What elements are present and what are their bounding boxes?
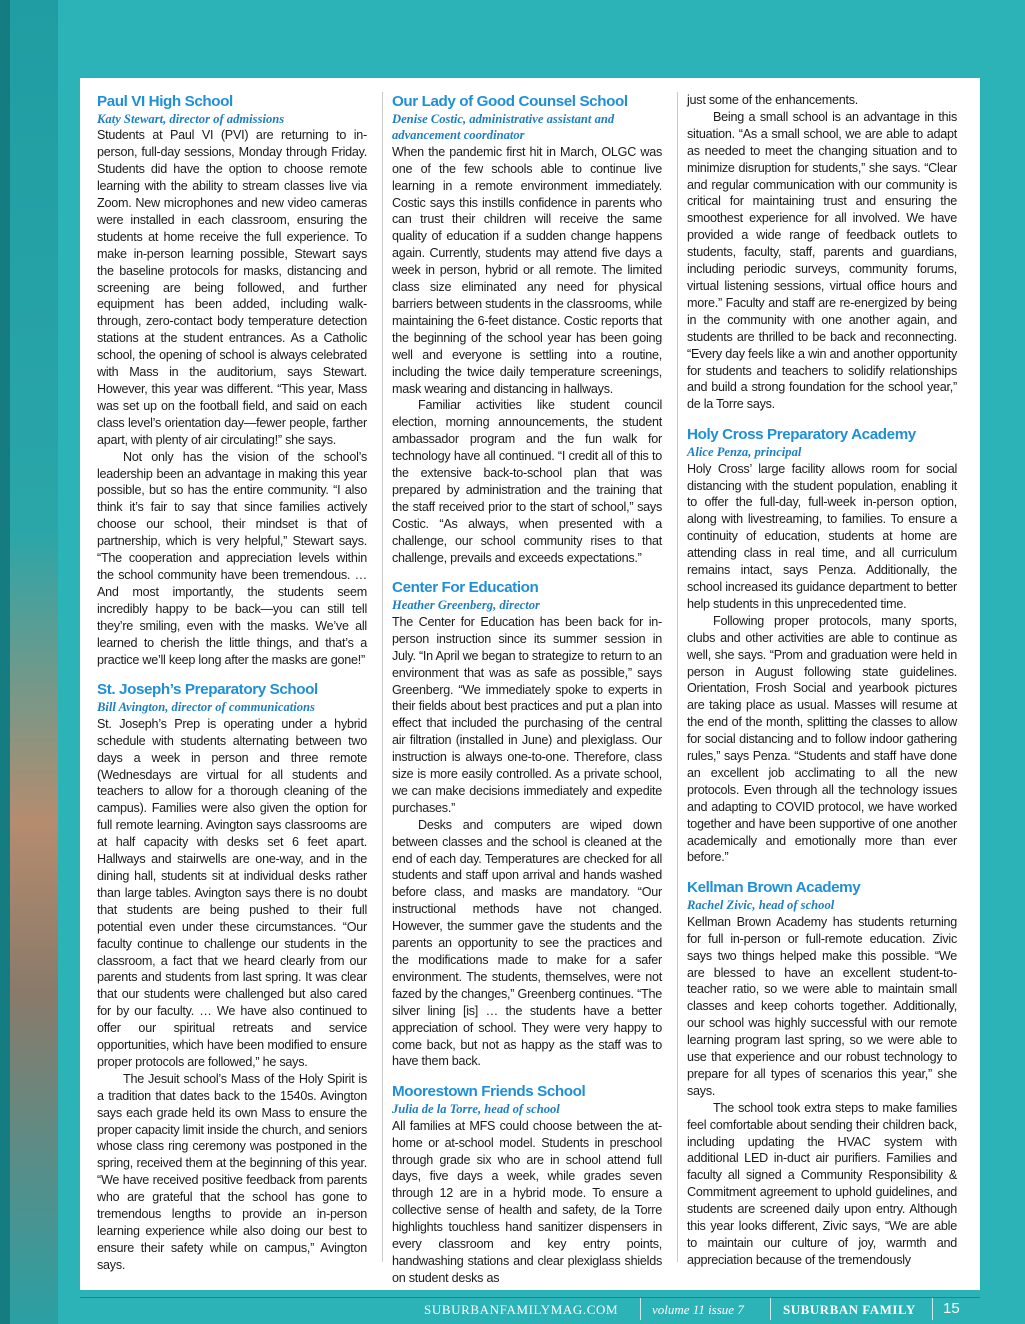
column-divider <box>382 92 383 1262</box>
column-3 <box>687 92 957 1281</box>
school-section <box>392 1082 662 1286</box>
body-paragraph: Familiar activities like student council election, morning announcements, the student ambassador program and the fun walk for technology have all continued. “I credit all of this to the extensive back-to-school plan that was prepared by administration and the training that the staff received prior to the start of school,” says Costic. “As always, when presented with a challenge, our school community rises to that challenge, prevails and exceeds expectations.” <box>392 398 662 565</box>
contact-byline: Denise Costic, administrative assistant and advancement coordinator <box>392 112 615 143</box>
body-paragraph: Following proper protocols, many sports, clubs and other activities are able to continue as well, she says. “Prom and graduation were held in person in August following state guidelines. Orientation, Frosh Social and yearbook pictures are taking place as usual. Masses will resume at the end of the month, splitting the classes to allow for social distancing and to follow indoor gathering rules,” says Penza. “Students and staff have done an excellent job acclimating to all the new protocols. Even through all the technology issues and adapting to COVID protocol, we have worked together and have been supportive of one another academically and emotionally more than ever before.” <box>687 613 957 865</box>
background-photo-edge <box>0 0 58 1324</box>
school-heading: St. Joseph’s Preparatory School <box>97 681 318 699</box>
column-divider <box>677 92 678 1262</box>
footer-separator <box>770 1298 771 1320</box>
footer-separator <box>932 1298 933 1320</box>
column-1 <box>97 92 367 1286</box>
school-heading: Moorestown Friends School <box>392 1083 586 1101</box>
edge-strip <box>0 0 10 1324</box>
footer-issue: volume 11 issue 7 <box>652 1302 744 1317</box>
body-paragraph: St. Joseph’s Prep is operating under a hybrid schedule with students alternating between two days a week in person and three remote (Wednesdays are virtual for all students and teachers to allow for a thorough cleaning of the campus). Families were also given the option for full remote learning. Avington says classrooms are at half capacity with desks set 6 feet apart. Hallways and stairwells are one-way, and in the dining hall, students sit at individual desks rather than large tables. Avington says there is no doubt that students are being pushed to their full potential even under these circumstances. “Our faculty continue to challenge our students in the classroom, a fact that we heard clearly from our parents and students from last spring. It was clear that our students were challenged but also cared for by our faculty. … We have also continued to offer our spiritual retreats and service opportunities, which have been modified to ensure proper protocols are followed,” he says. <box>97 716 367 1069</box>
body-paragraph: When the pandemic first hit in March, OLGC was one of the few schools able to continue live learning in a remote environment immediately. Costic says this instills confidence in parents who can trust their children will receive the same quality of education if a sudden change happens again. Currently, students may attend five days a week in person, hybrid or all remote. The limited class size eliminated any need for physical barriers between students in the classrooms, while maintaining the 6-feet distance. Costic reports that the beginning of the school year has been going well and everyone is settling into a routine, including the twice daily temperature screenings, mask wearing and distancing in hallways. <box>392 144 662 396</box>
school-heading: Kellman Brown Academy <box>687 879 861 897</box>
body-paragraph: Kellman Brown Academy has students returning for full in-person or full-remote education. Zivic says two things helped make this possible. “We are blessed to have an excellent student-to-teacher ratio, so we were able to maintain small classes and keep cohorts together. Additionally, our school was highly successful with our remote learning program last spring, so we were able to use that experience and our robust technology to prepare for all types of scenarios this year,” she says. <box>687 914 957 1098</box>
body-paragraph: The school took extra steps to make families feel comfortable about sending their children back, including updating the HVAC system with additional LED in-duct air purifiers. Families and faculty all signed a Community Responsibility & Commitment agreement to uphold guidelines, and students are screened daily upon entry. Although this year looks different, Zivic says, “We are able to maintain our culture of joy, warmth and appreciation because of the tremendously <box>687 1100 957 1267</box>
school-section <box>687 92 957 413</box>
body-paragraph: Holy Cross’ large facility allows room for social distancing with the student population, enabling it to offer the full-day, full-week in-person option, along with livestreaming, to families. To ensure a continuity of education, students at home are attending class in real time, and all curriculum remains intact, says Penza. Additionally, the school increased its guidance department to better help students in this unprecedented time. <box>687 461 957 611</box>
body-paragraph: Desks and computers are wiped down between classes and the school is cleaned at the end of each day. Temperatures are checked for all students and staff upon arrival and hands washed before class, and masks are mandatory. “Our instructional methods have not changed. However, the summer gave the students and the parents an opportunity to see the practices and the modifications made to make for a safer environment. The students, themselves, were not fazed by the changes,” Greenberg continues. “The silver lining [is] … the students have a better appreciation of school. They were very happy to come back, but not as happy as the staff was to have them back. <box>392 817 662 1069</box>
contact-byline: Julia de la Torre, head of school <box>392 1102 560 1117</box>
column-2 <box>392 92 662 1299</box>
contact-byline: Alice Penza, principal <box>687 445 802 460</box>
school-heading: Center For Education <box>392 579 539 597</box>
body-paragraph: The Center for Education has been back for in-person instruction since its summer session in July. “In April we began to strategize to return to an environment that was as safe as possible,” says Greenberg. “We immediately spoke to experts in their fields about best practices and put a plan into effect that included the purchasing of the central air filtration (installed in June) and plexiglass. Our instruction is always one-to-one. Therefore, class size is more easily controlled. As a private school, we can make decisions immediately and expedite purchases.” <box>392 614 662 815</box>
school-section <box>392 92 662 566</box>
contact-byline: Rachel Zivic, head of school <box>687 898 835 913</box>
school-heading: Our Lady of Good Counsel School <box>392 93 628 110</box>
body-paragraph: Students at Paul VI (PVI) are returning to in-person, full-day sessions, Monday through Friday. Students did have the option to choose remote learning with the ability to stream classes live via Zoom. New microphones and new video cameras were installed in each classroom, ensuring the students at home receive the full experience. To make in-person learning possible, Stewart says the baseline protocols for masks, distancing and screening are being followed, and further equipment has been added, including walk-through, zero-contact body temperature detection stations at the student entrances. As a Catholic school, the opening of school is always celebrated with Mass in the auditorium, says Stewart. However, this year was different. “This year, Mass was set up on the football field, and said on each class level’s orientation day—fewer people, farther apart, with plenty of air circulating!” she says. <box>97 128 367 447</box>
body-paragraph: All families at MFS could choose between the at-home or at-school model. Students in preschool through grade six who are in school attend full days, five days a week, while grades seven through 12 are in a hybrid mode. To ensure a collective sense of health and safety, de la Torre highlights touchless hand sanitizer dispensers in every classroom and key entry points, handwashing stations and clear plexiglass shields on student desks as <box>392 1118 662 1285</box>
body-paragraph: just some of the enhancements. <box>687 93 859 107</box>
body-paragraph: Not only has the vision of the school’s leadership been an advantage in making this year possible, but so has the entire community. “I also think it’s fair to say that since families actively choose our school, their mindset is that of partnership, which is very helpful,” Stewart says. “The cooperation and appreciation levels within the school community have been tremendous. … And most importantly, the students seem incredibly happy to be back—you can still tell they’re smiling, even with the masks. We’ve all learned to cherish the little things, and that’s a practice we’ll keep long after the masks are gone!” <box>97 449 367 667</box>
school-heading: Paul VI High School <box>97 93 233 110</box>
page-footer <box>0 1298 1025 1324</box>
page-number: 15 <box>943 1300 960 1317</box>
article-page <box>80 78 980 1290</box>
contact-byline: Bill Avington, director of communications <box>97 700 315 715</box>
contact-byline: Heather Greenberg, director <box>392 598 540 613</box>
body-paragraph: Being a small school is an advantage in this situation. “As a small school, we are able to adapt as needed to meet the changing situation and to minimize disruption for students,” she says. “Clear and regular communication with our community is critical for maintaining trust and ensuring the smoothest experience for all involved. We have provided a wide range of feedback outlets to students, faculty, staff, parents and guardians, including periodic surveys, community forums, virtual listening sessions, virtual office hours and more.” Faculty and staff are re-energized by being in the community with one another again, and students are thrilled to be back and reconnecting. “Every day feels like a win and another opportunity for students and teachers to solidify relationships and build a strong foundation for the school year,” de la Torre says. <box>687 109 957 412</box>
school-section <box>687 425 957 866</box>
contact-byline: Katy Stewart, director of admissions <box>97 112 285 126</box>
school-heading: Holy Cross Preparatory Academy <box>687 426 916 444</box>
footer-website[interactable]: SUBURBANFAMILYMAG.COM <box>424 1302 619 1317</box>
body-paragraph: The Jesuit school’s Mass of the Holy Spirit is a tradition that dates back to the 1540s. Avington says each grade held its own Mass to ensure the proper capacity limit inside the church, and seniors whose class ring ceremony was postponed in the spring, received them at the beginning of this year. “We have received positive feedback from parents who are grateful that the school has gone to tremendous lengths to provide an in-person learning experience while also doing our best to ensure their safety while on campus,” Avington says. <box>97 1071 367 1272</box>
school-section <box>97 92 367 668</box>
school-section <box>97 680 367 1273</box>
footer-separator <box>640 1298 641 1320</box>
school-section <box>392 578 662 1070</box>
school-section <box>687 878 957 1268</box>
footer-magazine-name: SUBURBAN FAMILY <box>783 1302 916 1317</box>
